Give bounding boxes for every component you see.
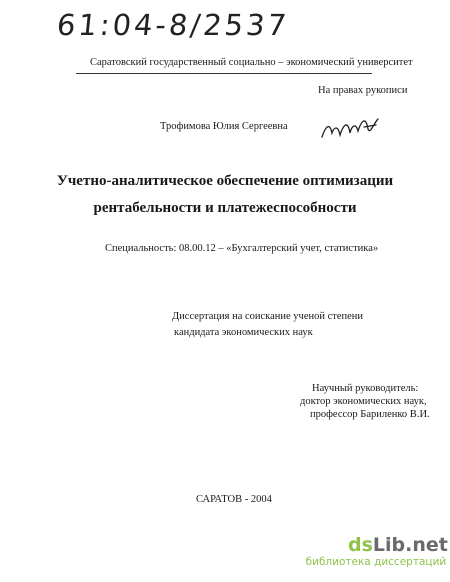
- dslib-watermark: [305, 534, 448, 568]
- title-line-1: Учетно-аналитическое обеспечение оптимизации: [56, 173, 394, 189]
- author-signature: [318, 115, 388, 148]
- manuscript-rights-note: На правах рукописи: [318, 85, 408, 96]
- author-name: Трофимова Юлия Сергеевна: [160, 121, 288, 132]
- specialty-line: Специальность: 08.00.12 – «Бухгалтерский учет, статистика»: [105, 243, 379, 254]
- header-divider: [76, 73, 372, 74]
- university-name: Саратовский государственный социально – экономический университет: [90, 57, 413, 68]
- city-year: САРАТОВ - 2004: [196, 494, 272, 505]
- supervisor-heading: Научный руководитель:: [312, 383, 419, 394]
- handwritten-call-number: 61:04-8/2537: [55, 8, 291, 42]
- dslib-logo: dsLib.net: [348, 534, 448, 556]
- degree-line-1: Диссертация на соискание ученой степени: [172, 311, 364, 322]
- dissertation-title: [0, 168, 450, 222]
- title-line-2: рентабельности и платежеспособности: [93, 200, 357, 216]
- supervisor-block: [290, 382, 430, 421]
- dslib-subtitle: библиотека диссертаций: [305, 556, 447, 568]
- dissertation-degree: [172, 309, 363, 341]
- supervisor-name: профессор Бариленко В.И.: [310, 409, 430, 420]
- degree-line-2: кандидата экономических наук: [174, 327, 313, 338]
- supervisor-degree: доктор экономических наук,: [300, 396, 427, 407]
